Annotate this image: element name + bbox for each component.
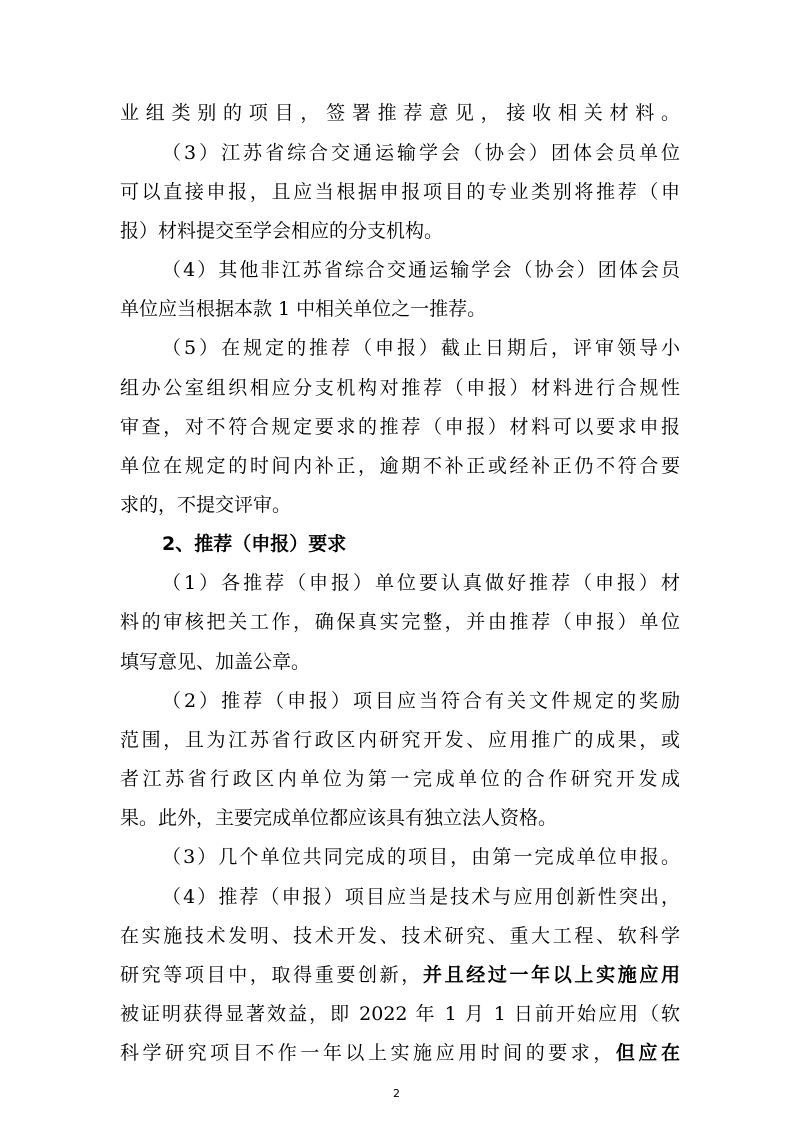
paragraph-line: （3）江苏省综合交通运输学会（协会）团体会员单位 (162, 142, 680, 164)
plain-text: 科学研究项目不作一年以上实施应用时间的要求， (120, 1042, 616, 1064)
paragraph-line: 在实施技术发明、技术开发、技术研究、重大工程、软科学 (120, 925, 680, 947)
paragraph-line (120, 958, 680, 992)
plain-text: 研究等项目中，取得重要创新， (120, 964, 423, 986)
paragraph-line: 审查，对不符合规定要求的推荐（申报）材料可以要求申报 (120, 416, 680, 438)
section-heading: 2、推荐（申报）要求 (162, 533, 347, 555)
paragraph-line: 范围，且为江苏省行政区内研究开发、应用推广的成果，或 (120, 729, 680, 751)
paragraph-line: 单位在规定的时间内补正，逾期不补正或经补正仍不符合要 (120, 455, 680, 477)
paragraph-line: （2）推荐（申报）项目应当符合有关文件规定的奖励 (162, 690, 680, 712)
paragraph-line: 业组类别的项目，签署推荐意见，接收相关材料。 (120, 102, 680, 124)
paragraph-line: 填写意见、加盖公章。 (120, 651, 311, 673)
bold-text: 并且经过一年以上实施应用 (422, 964, 680, 986)
paragraph-line: 果。此外，主要完成单位都应该具有独立法人资格。 (120, 807, 558, 829)
paragraph-line: 报）材料提交至学会相应的分支机构。 (120, 220, 444, 242)
paragraph-line: 可以直接申报，且应当根据申报项目的专业类别将推荐（申 (120, 181, 680, 203)
paragraph-line: 单位应当根据本款 1 中相关单位之一推荐。 (120, 298, 487, 320)
paragraph-line: （1）各推荐（申报）单位要认真做好推荐（申报）材 (162, 572, 680, 594)
paragraph-line: 求的，不提交评审。 (120, 494, 292, 516)
paragraph-line: （4）其他非江苏省综合交通运输学会（协会）团体会员 (162, 259, 680, 281)
paragraph-line: 者江苏省行政区内单位为第一完成单位的合作研究开发成 (120, 768, 680, 790)
paragraph-line: 被证明获得显著效益，即 2022 年 1 月 1 日前开始应用（软 (120, 1003, 680, 1025)
paragraph-line (120, 1036, 680, 1070)
paragraph-line: （5）在规定的推荐（申报）截止日期后，评审领导小 (162, 337, 680, 359)
paragraph-line: 料的审核把关工作，确保真实完整，并由推荐（申报）单位 (120, 611, 680, 633)
paragraph-line: （4）推荐（申报）项目应当是技术与应用创新性突出， (162, 886, 680, 908)
page-number: 2 (393, 1087, 400, 1100)
paragraph-line: （3）几个单位共同完成的项目，由第一完成单位申报。 (162, 846, 680, 868)
bold-text: 但应在 (615, 1042, 680, 1064)
paragraph-line: 组办公室组织相应分支机构对推荐（申报）材料进行合规性 (120, 377, 680, 399)
